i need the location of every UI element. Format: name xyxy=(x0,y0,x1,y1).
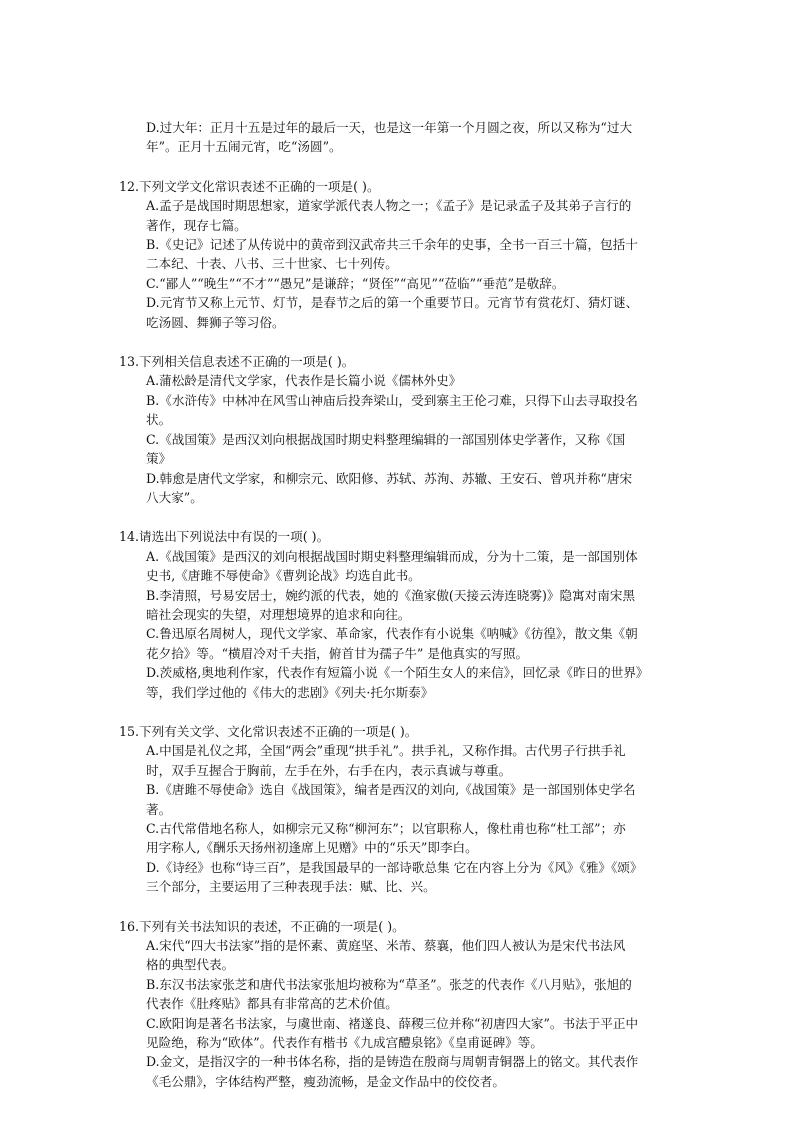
option-a-cont: 著作，现存七篇。 xyxy=(146,217,247,233)
question-16 xyxy=(119,917,684,1092)
option-b: B.《水浒传》中林冲在风雪山神庙后投奔梁山，受到寨主王伦刁难，只得下山去寻取投名 xyxy=(146,392,638,408)
option-a: A.《战国策》是西汉的刘向根据战国时期史料整理编辑而成，分为十二策，是一部国别体 xyxy=(146,548,638,564)
option-a: A.宋代“四大书法家”指的是怀素、黄庭坚、米芾、蔡襄，他们四人被认为是宋代书法风 xyxy=(146,938,626,954)
option-c: C.《战国策》是西汉刘向根据战国时期史料整理编辑的一部国别体史学著作，又称《国 xyxy=(146,431,626,447)
option-c: C.欧阳询是著名书法家，与虞世南、褚遂良、薛稷三位并称“初唐四大家”。书法于平正中 xyxy=(146,1015,639,1031)
question-14 xyxy=(119,527,684,702)
lead-option xyxy=(146,118,684,157)
text-line: 年”。正月十五闹元宵，吃“汤圆”。 xyxy=(146,139,342,155)
option-c-cont: 用字称人,《酬乐天扬州初逢席上见赠》中的“乐天”即李白。 xyxy=(146,840,478,856)
option-c: C.古代常借地名称人，如柳宗元又称“柳河东”；以官职称人，像杜甫也称“杜工部”；亦 xyxy=(146,821,626,836)
option-b: B.《唐雎不辱使命》选自《战国策》，编者是西汉的刘向,《战国策》是一部国别体史学名 xyxy=(146,782,636,798)
option-b: B.东汉书法家张芝和唐代书法家张旭均被称为“草圣”。张芝的代表作《八月贴》，张旭的 xyxy=(146,976,632,992)
option-b: B.《史记》记述了从传说中的黄帝到汉武帝共三千余年的史事，全书一百三十篇，包括十 xyxy=(146,237,638,253)
option-b-cont: 代表作《肚疼贴》都具有非常高的艺术价值。 xyxy=(146,996,398,1012)
question-stem: 14.请选出下列说法中有误的一项( )。 xyxy=(119,529,330,545)
option-a-cont: 史书,《唐雎不辱使命》《曹刿论战》均选自此书。 xyxy=(146,568,421,584)
option-d-cont: 八大家”。 xyxy=(146,489,203,505)
option-d: D.韩愈是唐代文学家，和柳宗元、欧阳修、苏轼、苏洵、苏辙、王安石、曾巩并称“唐宋 xyxy=(146,470,633,486)
option-d-cont: 等，我们学过他的《伟大的悲剧》《列夫·托尔斯泰》 xyxy=(146,684,434,700)
question-stem: 12.下列文学文化常识表述不正确的一项是( )。 xyxy=(119,178,380,194)
option-a: A.蒲松龄是清代文学家，代表作是长篇小说《儒林外史》 xyxy=(146,373,462,389)
option-b-cont: 状。 xyxy=(146,412,172,428)
option-c: C.“鄙人”“晚生”“不才”“愚兄”是谦辞；“贤侄”“高见”“莅临”“垂范”是敬辞。 xyxy=(146,275,565,291)
question-stem: 16.下列有关书法知识的表述，不正确的一项是( )。 xyxy=(119,918,405,934)
option-a: A.孟子是战国时期思想家，道家学派代表人物之一；《孟子》是记录孟子及其弟子言行的 xyxy=(146,198,632,214)
option-b-cont: 著。 xyxy=(146,801,172,817)
question-stem: 13.下列相关信息表述不正确的一项是( )。 xyxy=(119,354,355,370)
option-b-cont: 暗社会现实的失望，对理想境界的追求和向往。 xyxy=(146,606,411,622)
option-b: B.李清照，号易安居士，婉约派的代表，她的《渔家傲(天接云涛连晓雾)》隐寓对南宋黑 xyxy=(146,587,636,603)
question-15 xyxy=(119,722,684,897)
question-13 xyxy=(119,352,684,507)
option-c: C.鲁迅原名周树人，现代文学家、革命家，代表作有小说集《呐喊》《彷徨》，散文集《朝 xyxy=(146,626,638,642)
option-d: D.元宵节又称上元节、灯节，是春节之后的第一个重要节日。元宵节有赏花灯、猜灯谜、 xyxy=(146,295,639,311)
option-d: D.茨威格,奥地利作家，代表作有短篇小说《一个陌生女人的来信》，回忆录《昨日的世界》 xyxy=(146,665,649,681)
option-c-cont: 策》 xyxy=(146,451,172,467)
question-stem: 15.下列有关文学、文化常识表述不正确的一项是( )。 xyxy=(119,723,418,739)
option-a-cont: 时，双手互握合于胸前，左手在外，右手在内，表示真诚与尊重。 xyxy=(146,762,512,778)
question-12 xyxy=(119,177,684,332)
option-b-cont: 二本纪、十表、八书、三十世家、七十列传。 xyxy=(146,256,398,272)
option-d-cont: 三个部分，主要运用了三种表现手法：赋、比、兴。 xyxy=(146,879,436,895)
option-a: A.中国是礼仪之邦，全国“两会”重现“拱手礼”。拱手礼，又称作揖。古代男子行拱手礼 xyxy=(146,743,626,759)
option-a-cont: 格的典型代表。 xyxy=(146,957,235,973)
option-d-cont: 《毛公鼎》，字体结构严整，瘦劲流畅，是金文作品中的佼佼者。 xyxy=(146,1073,505,1089)
option-c-cont: 见险绝，称为“欧体”。代表作有楷书《九成宫醴泉铭》《皇甫诞碑》等。 xyxy=(146,1035,543,1051)
text-line: D.过大年：正月十五是过年的最后一天，也是这一年第一个月圆之夜，所以又称为“过大 xyxy=(146,120,633,135)
option-d: D.金文，是指汉字的一种书体名称，指的是铸造在殷商与周朝青铜器上的铭文。其代表作 xyxy=(146,1054,639,1070)
option-c-cont: 花夕拾》等。“横眉冷对千夫指，俯首甘为孺子牛” 是他真实的写照。 xyxy=(146,645,529,661)
option-d-cont: 吃汤圆、舞狮子等习俗。 xyxy=(146,314,285,330)
option-d: D.《诗经》也称“诗三百”，是我国最早的一部诗歌总集 它在内容上分为《风》《雅》《颂》 xyxy=(146,859,643,875)
